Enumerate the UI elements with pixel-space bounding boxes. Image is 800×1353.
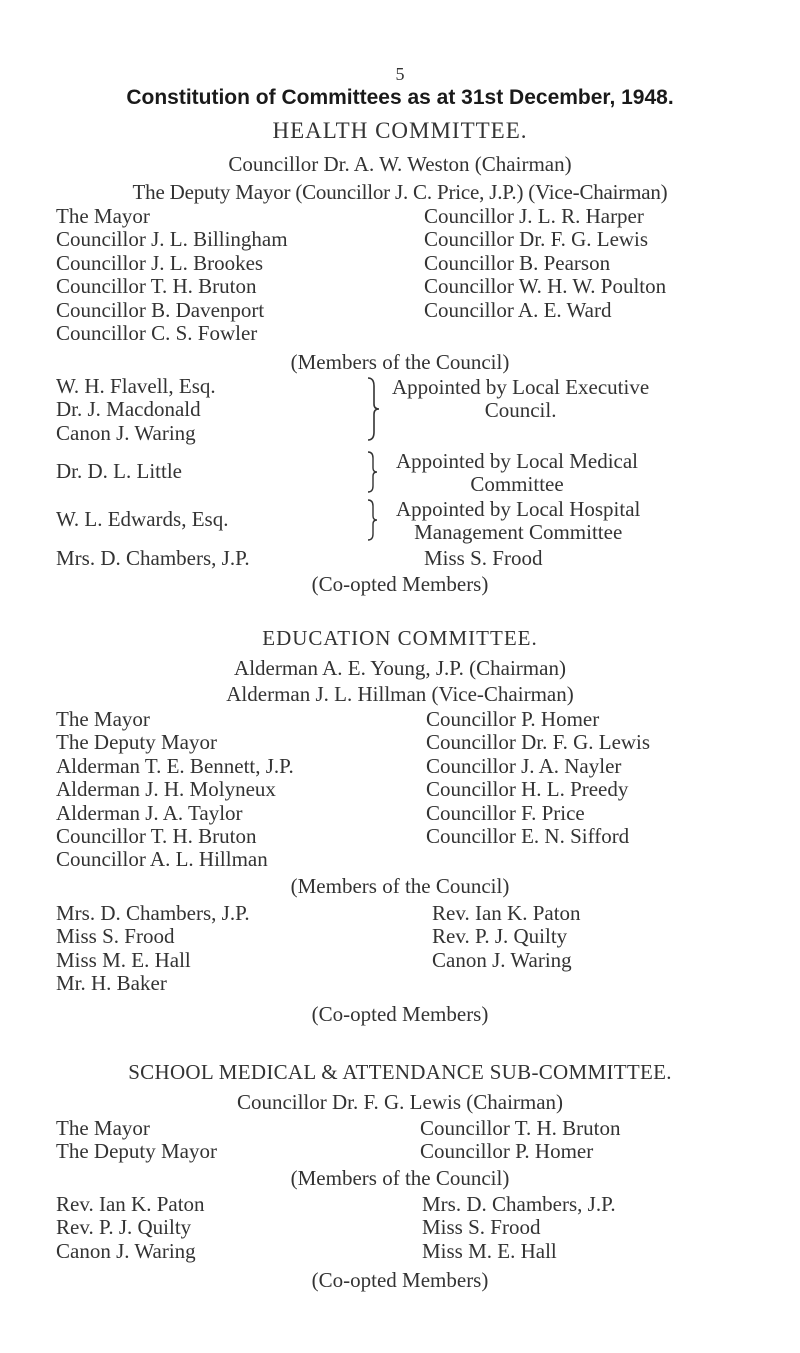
school-members-left <box>56 1117 217 1164</box>
list-item: Councillor J. L. Billingham <box>56 227 288 252</box>
list-item: Councillor P. Homer <box>420 1139 594 1164</box>
list-item: Councillor W. H. W. Poulton <box>424 274 667 299</box>
list-item: Councillor J. L. R. Harper <box>424 204 644 228</box>
list-item: W. H. Flavell, Esq. <box>56 374 216 398</box>
list-item: Councillor T. H. Bruton <box>56 274 257 299</box>
education-members-note: (Members of the Council) <box>290 874 510 898</box>
education-committee-title: EDUCATION COMMITTEE. <box>262 626 538 650</box>
health-chairman: Councillor Dr. A. W. Weston (Chairman) <box>228 152 572 176</box>
list-item: Councillor T. H. Bruton <box>56 823 257 848</box>
list-item: Councillor H. L. Preedy <box>426 777 629 802</box>
education-coopted-left <box>56 902 250 996</box>
list-item: Mr. H. Baker <box>56 971 167 996</box>
list-item: Councillor A. L. Hillman <box>56 847 268 872</box>
list-item: Councillor B. Pearson <box>424 250 611 275</box>
health-medical-note: Appointed by Local Medical Committee <box>396 449 639 496</box>
brace-icon <box>366 450 380 494</box>
list-item: Councillor Dr. F. G. Lewis <box>426 730 651 755</box>
health-coopted-right: Miss S. Frood <box>424 546 543 570</box>
list-item: Rev. Ian K. Paton <box>56 1192 205 1216</box>
list-item: Councillor P. Homer <box>426 707 600 731</box>
brace-icon <box>366 498 380 542</box>
list-item: Rev. P. J. Quilty <box>56 1215 192 1240</box>
list-item: The Mayor <box>56 204 150 228</box>
health-hospital-member: W. L. Edwards, Esq. <box>56 507 229 531</box>
education-vice-chairman: Alderman J. L. Hillman (Vice-Chairman) <box>226 682 574 706</box>
list-item: Councillor A. E. Ward <box>424 297 612 322</box>
list-item: Miss M. E. Hall <box>56 947 191 972</box>
health-executive-note: Appointed by Local Executive Council. <box>392 375 650 422</box>
list-item: Canon J. Waring <box>432 947 572 972</box>
school-coopted-note: (Co-opted Members) <box>311 1268 489 1292</box>
school-members-right <box>420 1117 620 1164</box>
health-vice-chairman: The Deputy Mayor (Councillor J. C. Price, J.P.) (Vice-Chairman) <box>132 180 668 204</box>
list-item: The Mayor <box>56 1116 150 1140</box>
school-coopted-left <box>56 1193 205 1263</box>
list-item: The Mayor <box>56 707 150 731</box>
list-item: Alderman J. H. Molyneux <box>56 777 276 802</box>
education-members-left <box>56 708 294 872</box>
list-item: Mrs. D. Chambers, J.P. <box>56 901 250 925</box>
health-medical-member: Dr. D. L. Little <box>56 459 182 483</box>
school-members-note: (Members of the Council) <box>290 1166 510 1190</box>
health-hospital-note: Appointed by Local Hospital Management Committee <box>396 497 641 544</box>
list-item: Miss M. E. Hall <box>422 1238 557 1263</box>
page-number: 5 <box>395 64 405 84</box>
list-item: Councillor J. L. Brookes <box>56 250 264 275</box>
list-item: Dr. J. Macdonald <box>56 397 201 422</box>
health-members-right <box>424 205 666 322</box>
list-item: Councillor C. S. Fowler <box>56 320 258 345</box>
brace-icon <box>366 376 384 442</box>
list-item: Alderman J. A. Taylor <box>56 800 243 825</box>
health-members-left <box>56 205 288 345</box>
school-coopted-right <box>422 1193 616 1263</box>
list-item: Councillor B. Davenport <box>56 297 265 322</box>
education-coopted-right <box>432 902 581 972</box>
education-members-right <box>426 708 650 848</box>
list-item: Canon J. Waring <box>56 420 196 445</box>
list-item: Councillor E. N. Sifford <box>426 823 630 848</box>
list-item: Councillor T. H. Bruton <box>420 1116 621 1140</box>
school-chairman: Councillor Dr. F. G. Lewis (Chairman) <box>236 1090 564 1114</box>
health-members-note: (Members of the Council) <box>290 350 510 374</box>
main-title: Constitution of Committees as at 31st December, 1948. <box>126 86 674 109</box>
school-subcommittee-title: SCHOOL MEDICAL & ATTENDANCE SUB-COMMITTEE. <box>128 1060 672 1084</box>
list-item: Miss S. Frood <box>56 924 175 949</box>
list-item: Councillor Dr. F. G. Lewis <box>424 227 649 252</box>
education-chairman: Alderman A. E. Young, J.P. (Chairman) <box>234 656 566 680</box>
list-item: The Deputy Mayor <box>56 1139 217 1164</box>
health-coopted-left: Mrs. D. Chambers, J.P. <box>56 546 250 570</box>
list-item: Rev. P. J. Quilty <box>432 924 568 949</box>
list-item: Councillor J. A. Nayler <box>426 753 622 778</box>
list-item: The Deputy Mayor <box>56 730 217 755</box>
health-coopted-note: (Co-opted Members) <box>311 572 489 596</box>
health-executive-group <box>56 375 216 445</box>
list-item: Canon J. Waring <box>56 1238 196 1263</box>
health-committee-title: HEALTH COMMITTEE. <box>272 118 528 143</box>
education-coopted-note: (Co-opted Members) <box>311 1002 489 1026</box>
list-item: Rev. Ian K. Paton <box>432 901 581 925</box>
list-item: Mrs. D. Chambers, J.P. <box>422 1192 616 1216</box>
list-item: Alderman T. E. Bennett, J.P. <box>56 753 294 778</box>
list-item: Miss S. Frood <box>422 1215 541 1240</box>
list-item: Councillor F. Price <box>426 800 585 825</box>
